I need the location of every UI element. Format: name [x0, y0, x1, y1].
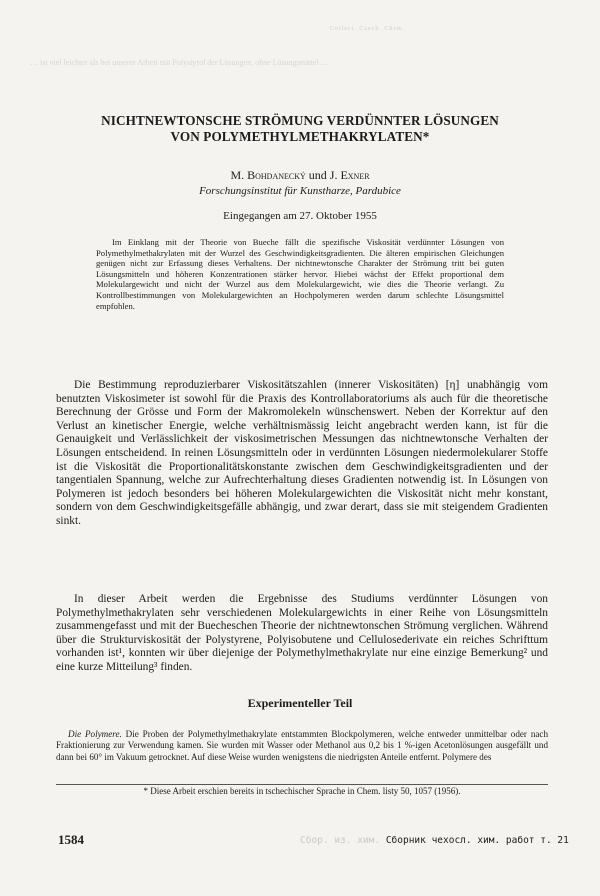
author-2: J. Exner: [329, 168, 370, 182]
author-conjunction: und: [305, 168, 330, 182]
title-line-1: NICHTNEWTONSCHE STRÖMUNG VERDÜNNTER LÖSUNGEN: [101, 113, 499, 128]
paragraph-lead-in: Die Polymere.: [68, 729, 122, 739]
journal-footer-faded: Сбор. из. хим.: [300, 835, 381, 846]
body-paragraph-2: In dieser Arbeit werden die Ergebnisse des Studiums verdünnter Lösungen von Polymethylmethakrylaten sehr verschiedenen Molekulargewichts in einer Reihe von Lösungsmitteln zusammengefasst und mit der Buecheschen Theorie der nichtnewtonschen Strömung verglichen. Während über die Strukturviskosität der Polystyrene, Polyisobutene und Cellulosederivate ein reiches Schrifttum vorhanden ist¹, konnten wir über diejenige der Polymethylmethakrylate nur eine einzige Bemerkung² und eine kurze Mitteilung³ finden.: [56, 593, 548, 673]
running-head: Collect. Czech. Chem.: [330, 26, 406, 32]
affiliation: Forschungsinstitut für Kunstharze, Pardubice: [199, 185, 401, 197]
journal-footer: [300, 835, 569, 846]
title-line-2: VON POLYMETHYLMETHAKRYLATEN*: [170, 129, 430, 144]
author-1: M. Bohdanecký: [230, 168, 306, 182]
section-paragraph: [56, 729, 548, 763]
body-paragraph-1: Die Bestimmung reproduzierbarer Viskositätszahlen (innerer Viskositäten) [η] unabhängig vom benutzten Viskosimeter ist sowohl für die Praxis des Kontrollaboratoriums als auch für die theoretische Berechnung der Grösse und Form der Makromolekeln wünschenswert. Neben der Korrektur auf den Verlust an kinetischer Energie, welche verhältnismässig leicht angebracht werden kann, ist für die Genauigkeit und Verlässlichkeit der viskosimetrischen Messungen das nichtnewtonsche Verhalten der Lösungen entscheidend. In reinen Lösungsmitteln oder in verdünnten Lösungen niedermolekularer Stoffe ist die Viskosität die Proportionalitätskonstante zwischen dem Geschwindigkeitsgradienten und der tangentialen Spannung, welche zur Aufrechterhaltung dieses Gradienten notwendig ist. In Lösungen von Polymeren ist jedoch besonders bei höheren Molekulargewichten die Viskosität nicht mehr konstant, sondern von dem Geschwindigkeitsgefälle abhängig, und zwar derart, dass sie mit steigendem Gradienten sinkt.: [56, 379, 548, 527]
page-number: 1584: [58, 832, 84, 847]
footnote: * Diese Arbeit erschien bereits in tschechischer Sprache in Chem. listy 50, 1057 (1956).: [143, 786, 461, 796]
footnote-divider: [56, 784, 548, 785]
received-date: Eingegangen am 27. Oktober 1955: [223, 210, 377, 222]
abstract: Im Einklang mit der Theorie von Bueche fällt die spezifische Viskosität verdünnter Lösungen von Polymethylmethakrylaten mit der Wurzel des Geschwindigkeitsgradienten. Die älteren empirischen Gleichungen genügen nicht zur Erfassung dieses Verhaltens. Der nichtnewtonsche Charakter der Strömung tritt bei guten Lösungsmitteln und höheren Konzentrationen stärker hervor. Hiebei wächst der Effekt proportional dem Molekulargewicht und nicht der Wurzel aus dem Molekulargewicht, wie dies die Theorie verlangt. Zu Kontrollbestimmungen von Molekulargewichten an Hochpolymeren werden darum schlechte Lösungsmittel empfohlen.: [96, 237, 504, 311]
journal-footer-text: Сборник чехосл. хим. работ т. 21: [385, 835, 569, 846]
author-line: [0, 168, 600, 183]
paragraph-text: Die Proben der Polymethylmethakrylate entstammten Blockpolymeren, welche entweder unmittelbar oder nach Fraktionierung zur Verwendung kamen. Sie wurden mit Wasser oder Methanol aus 0,2 bis 1 %-igen Acetonlösungen ausgefällt und dann bei 60° im Vakuum getrocknet. Auf diese Weise wurden wenigstens die niedrigsten Anteile entfernt. Polymere des: [56, 729, 548, 762]
bleed-through-text: … ist viel leichter als bei unserer Arbeit mit Polystyrol der Lösungen, ohne Lösungsmittel …: [30, 58, 329, 67]
article-title: [0, 113, 600, 145]
section-heading: Experimenteller Teil: [247, 696, 353, 710]
